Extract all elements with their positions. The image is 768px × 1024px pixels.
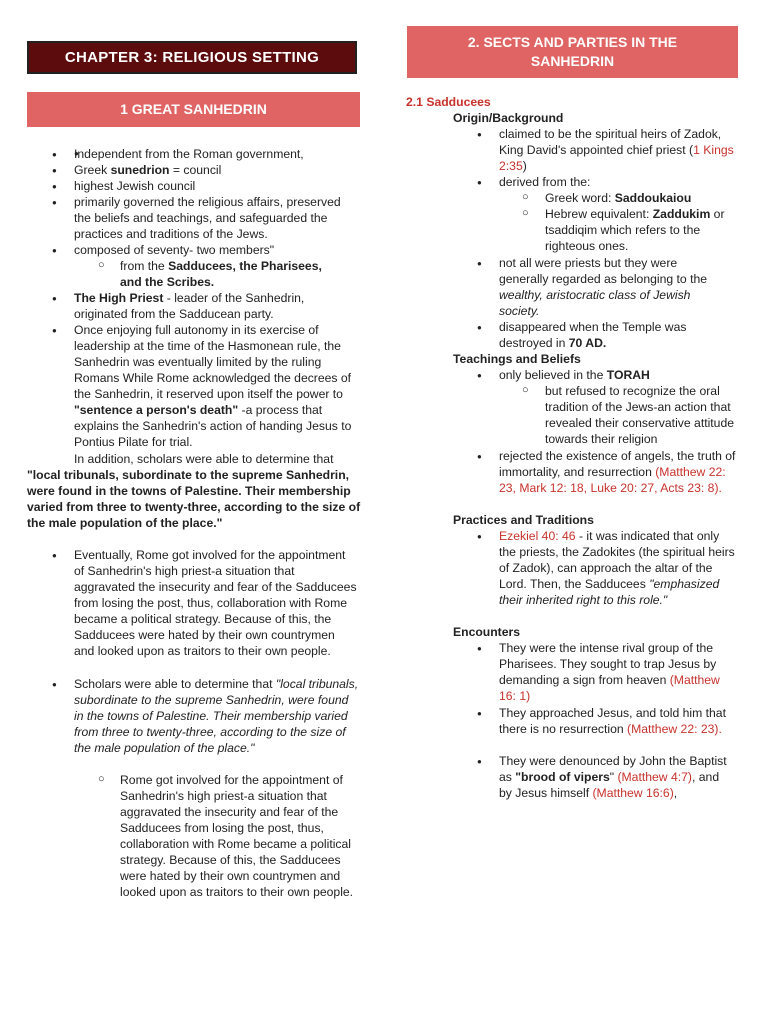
bullet-icon: ● (52, 198, 57, 207)
sub-list-item (545, 206, 740, 254)
bullet-icon: ● (477, 757, 482, 766)
term-bold: The High Priest (74, 291, 164, 305)
hollow-bullet-icon: ○ (522, 384, 529, 396)
quote-italic: "local tribunals, subordinate to the supreme Sanhedrin, were found in the towns of Palestine. Their membership varied from three to twenty-three, according to the size of the male population of the place." (74, 677, 359, 755)
list-item (499, 705, 739, 737)
bullet-icon: ● (477, 259, 482, 268)
term-bold: TORAH (606, 368, 650, 382)
section-heading-great-sanhedrin: 1 GREAT SANHEDRIN (27, 92, 360, 127)
list-item-text: They approached Jesus, and told him that there is no resurrection (499, 706, 726, 736)
list-item (74, 322, 360, 450)
sub-list-item (120, 258, 345, 290)
bullet-icon: ● (52, 326, 57, 335)
list-item (74, 162, 359, 178)
term-bold: sunedrion (110, 163, 170, 177)
list-item-text: disappeared when the Temple was destroyed in (499, 320, 687, 350)
list-item-text: = council (169, 163, 222, 177)
heading-teachings: Teachings and Beliefs (453, 352, 581, 366)
scripture-reference: (Matthew 16: 1) (499, 673, 720, 703)
hollow-bullet-icon: ○ (98, 773, 105, 785)
subsection-title: 2.1 Sadducees (406, 95, 491, 109)
heading-practices: Practices and Traditions (453, 513, 594, 527)
list-item-text: -a process that explains the Sanhedrin's action of handing Jesus to Pontius Pilate for trial. (74, 403, 352, 449)
list-item-text: Scholars were able to determine that (74, 677, 276, 691)
list-item-text: highest Jewish council (74, 179, 196, 193)
bullet-icon: ● (52, 166, 57, 175)
term-bold: "brood of vipers (515, 770, 610, 784)
bullet-icon: ● (52, 680, 57, 689)
list-item-text: " (609, 770, 618, 784)
term-bold: 70 AD. (568, 336, 607, 350)
list-item-text: Rome got involved for the appointment of Sanhedrin's high priest-a situation that aggravated the insecurity and fear of the Sadducees from losing the post, thus, collaboration with Rome became a political strategy. Because of this, the Sadducees were hated by their own countrymen and looked upon as traitors to their own people. (120, 773, 354, 899)
list-item-text: They were denounced by John the Baptist as (499, 754, 727, 784)
list-item-text: primarily governed the religious affairs, preserved the beliefs and teachings, and safeguarded the practices and traditions of the Jews. (74, 195, 341, 241)
list-item-text: , and by Jesus himself (499, 770, 720, 800)
quote-italic: "emphasized their inherited right to this role." (499, 577, 720, 607)
list-item-text: Greek (74, 163, 111, 177)
term-bold: Saddoukaiou (614, 191, 692, 205)
scripture-reference: (Matthew 22: 23, Mark 12: 18, Luke 20: 27, Acts 23: 8). (499, 465, 726, 495)
hollow-bullet-icon: ○ (98, 259, 105, 271)
bullet-icon: ● (52, 294, 57, 303)
list-item (74, 194, 354, 242)
list-item-text: or tsaddiqim which refers to the righteous ones. (545, 207, 725, 253)
list-item (74, 547, 357, 659)
list-item-text: claimed to be the spiritual heirs of Zadok, King David's appointed chief priest ( (499, 127, 722, 157)
list-item (499, 640, 739, 704)
heading-origin: Origin/Background (453, 111, 564, 125)
bullet-icon: ● (477, 178, 482, 187)
list-item-text: Eventually, Rome got involved for the appointment of Sanhedrin's high priest-a situation that aggravated the insecurity and fear of the Sadducees from losing the post, thus, collaboration with Rome became a political strategy. Because of this, the Sadducees were hated by their own countrymen and looked upon as traitors to their own people. (74, 548, 357, 658)
list-item: derived from the: (499, 175, 591, 189)
section-heading-sects-and-parties (407, 26, 738, 78)
sub-list-item (120, 772, 360, 900)
paragraph-indent: In addition, scholars were able to determine that (74, 452, 334, 466)
section-heading-line: SANHEDRIN (530, 53, 615, 69)
list-item-text: not all were priests but they were generally regarded as belonging to the (499, 256, 708, 286)
bullet-icon: ● (52, 246, 57, 255)
scripture-reference: (Matthew 22: 23). (627, 722, 722, 736)
sub-list-item: but refused to recognize the oral tradition of the Jews-an action that revealed their conservative attitude towards their religion (545, 384, 735, 446)
list-item (499, 255, 729, 319)
list-item (499, 753, 729, 801)
scripture-reference: Ezekiel 40: 46 (499, 529, 576, 543)
term-bold: "sentence a person's death" (74, 403, 239, 417)
bullet-icon: ● (52, 182, 57, 191)
scripture-reference: 1 Kings 2:35 (499, 143, 734, 173)
bullet-icon: ● (477, 323, 482, 332)
list-item-text: - leader of the Sanhedrin, originated from the Sadducean party. (74, 291, 305, 321)
list-item (74, 178, 359, 194)
list-item-text: from the (120, 259, 169, 273)
term-bold: Sadducees, the Pharisees, and the Scribes. (120, 259, 322, 289)
chapter-title: CHAPTER 3: RELIGIOUS SETTING (27, 41, 357, 74)
bullet-icon: ● (477, 452, 482, 461)
emphasis-italic: wealthy, aristocratic class of Jewish society. (499, 288, 691, 318)
list-item-text: rejected the existence of angels, the truth of immortality, and resurrection (499, 449, 736, 479)
heading-encounters: Encounters (453, 625, 521, 639)
term-bold: Zaddukim (652, 207, 711, 221)
list-item (74, 290, 359, 322)
list-item (74, 242, 359, 258)
list-item-text: - it was indicated that only the priests, the Zadokites (the spiritual heirs of Zadok), can approach the altar of the Lord. Then, the Sadducees (499, 529, 735, 591)
list-item-text: They were the intense rival group of the Pharisees. They sought to trap Jesus by demanding a sign from heaven (499, 641, 717, 687)
list-item (499, 367, 739, 383)
list-item-text: composed of seventy- two members" (74, 243, 275, 257)
scripture-reference: (Matthew 4:7) (617, 770, 692, 784)
list-item-text: Greek word: (545, 191, 615, 205)
list-item-text: , (673, 786, 678, 800)
list-item (74, 676, 360, 756)
list-item-text: ) (522, 159, 527, 173)
bullet-icon: ● (477, 709, 482, 718)
list-item (499, 319, 724, 351)
hollow-bullet-icon: ○ (522, 191, 529, 203)
list-item (499, 528, 739, 608)
section-heading-line: 2. SECTS AND PARTIES IN THE (467, 34, 678, 50)
bullet-icon: ● (477, 371, 482, 380)
bullet-icon: ● (477, 130, 482, 139)
list-item-text: Independent from the Roman government, (74, 147, 304, 161)
list-item-text: Hebrew equivalent: (545, 207, 653, 221)
bullet-icon: ● (52, 551, 57, 560)
list-item (499, 448, 739, 496)
list-item (499, 126, 739, 174)
scripture-reference: (Matthew 16:6) (592, 786, 674, 800)
quote-paragraph: "local tribunals, subordinate to the supreme Sanhedrin, were found in the towns of Palestine. Their membership varied from three to twenty-three, according to the size of the male population of the place." (27, 468, 361, 530)
sub-list-item (545, 190, 740, 206)
list-item-text: only believed in the (499, 368, 607, 382)
bullet-icon: ● (477, 644, 482, 653)
list-item (74, 146, 359, 162)
bullet-icon: ● (52, 150, 57, 159)
bullet-icon: ● (477, 532, 482, 541)
list-item-text: Once enjoying full autonomy in its exercise of leadership at the time of the Hasmonean rule, the Sanhedrin was eventually limited by the ruling Romans While Rome acknowledged the decrees of the Sanhedrin, it reserved upon itself the power to (74, 323, 352, 401)
hollow-bullet-icon: ○ (522, 207, 529, 219)
